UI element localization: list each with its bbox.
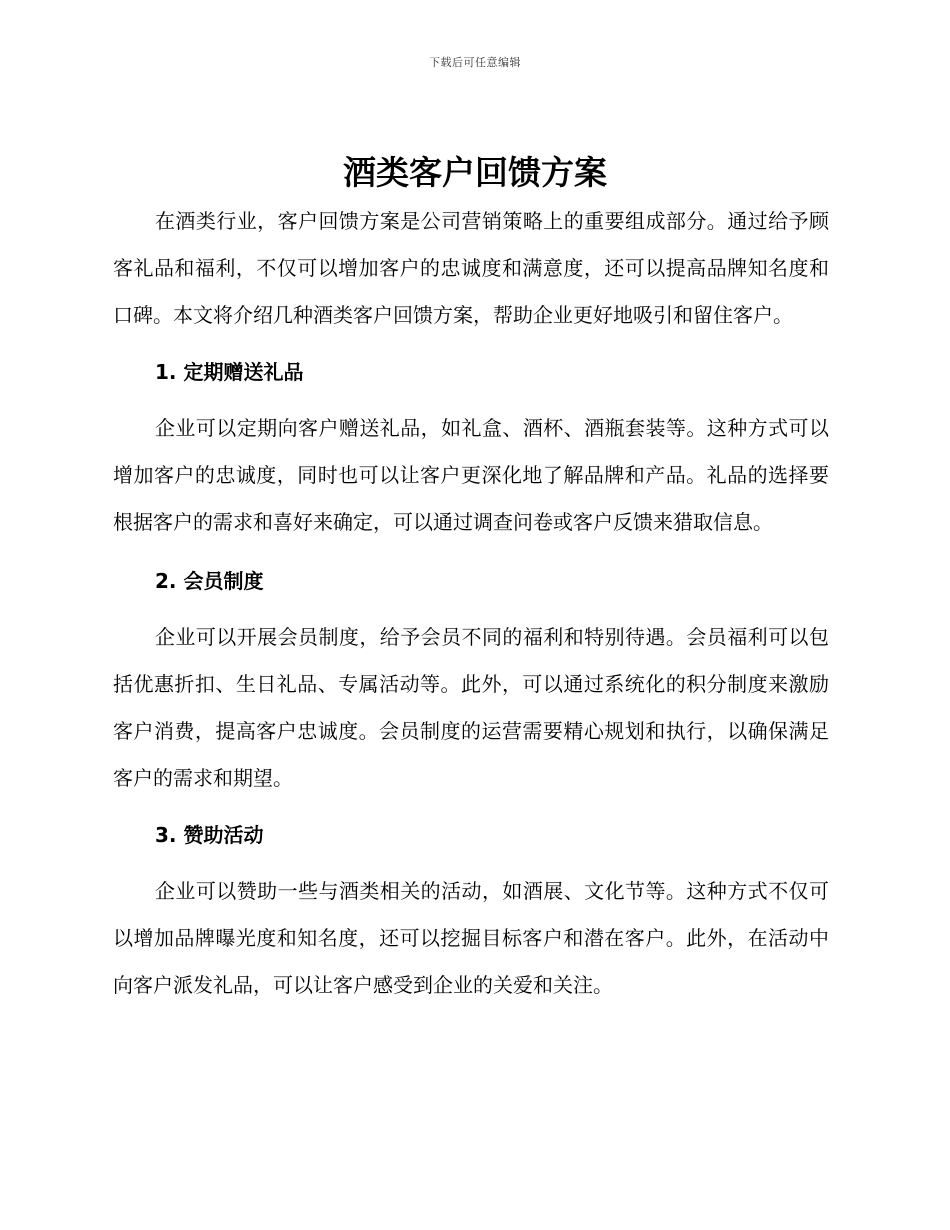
section-heading-gifts: 1. 定期赠送礼品 xyxy=(155,360,304,384)
section-body-sponsorship: 企业可以赞助一些与酒类相关的活动，如酒展、文化节等。这种方式不仅可以增加品牌曝光度和知名度，还可以挖掘目标客户和潜在客户。此外，在活动中向客户派发礼品，可以让客户感受到企业的关爱和关注。 xyxy=(113,879,829,997)
section-body-gifts: 企业可以定期向客户赠送礼品，如礼盒、酒杯、酒瓶套装等。这种方式可以增加客户的忠诚度，同时也可以让客户更深化地了解品牌和产品。礼品的选择要根据客户的需求和喜好来确定，可以通过调查问卷或客户反馈来猎取信息。 xyxy=(113,416,829,534)
section-heading-membership: 2. 会员制度 xyxy=(155,569,264,593)
document-body xyxy=(113,198,829,1009)
section-body-membership: 企业可以开展会员制度，给予会员不同的福利和特别待遇。会员福利可以包括优惠折扣、生日礼品、专属活动等。此外，可以通过系统化的积分制度来激励客户消费，提高客户忠诚度。会员制度的运营需要精心规划和执行，以确保满足客户的需求和期望。 xyxy=(113,625,829,790)
page-title: 酒类客户回馈方案 xyxy=(343,153,607,192)
section-heading-sponsorship: 3. 赞助活动 xyxy=(155,823,264,847)
header-note: 下载后可任意编辑 xyxy=(429,56,521,69)
intro-paragraph: 在酒类行业，客户回馈方案是公司营销策略上的重要组成部分。通过给予顾客礼品和福利，不仅可以增加客户的忠诚度和满意度，还可以提高品牌知名度和口碑。本文将介绍几种酒类客户回馈方案，帮助企业更好地吸引和留住客户。 xyxy=(113,209,829,327)
